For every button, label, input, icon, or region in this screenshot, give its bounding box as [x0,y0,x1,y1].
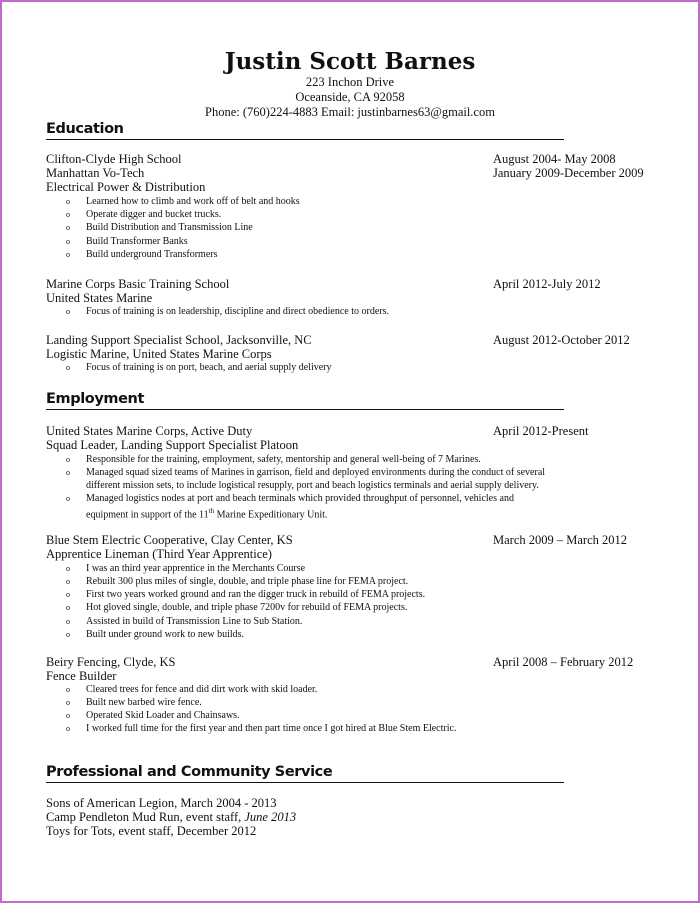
employer-name: United States Marine Corps, Active Duty [46,424,253,438]
list-item [66,466,545,479]
bullet-icon: o [66,250,70,259]
list-item-text: Build underground Transformers [86,249,218,260]
school-name: Marine Corps Basic Training School [46,277,230,291]
list-item-text: Assisted in build of Transmission Line to Sub Station. [86,616,303,627]
list-item [66,601,407,614]
bullet-icon: o [66,577,70,586]
list-item [66,195,300,208]
job-role: Fence Builder [46,669,117,683]
list-item [66,628,244,641]
service-item [46,810,296,824]
bullet-icon: o [66,724,70,733]
list-item-continuation [86,505,327,521]
school-name: Clifton-Clyde High School [46,152,182,166]
list-item [66,588,425,601]
list-item-text: Managed squad sized teams of Marines in garrison, field and deployed environments during the conduct of several [86,467,546,478]
list-item [66,361,332,374]
school-date: August 2004- May 2008 [493,152,616,166]
bullet-icon: o [66,223,70,232]
service-item: Sons of American Legion, March 2004 - 2013 [46,796,277,810]
school-date: April 2012-July 2012 [493,277,601,291]
bullet-icon: o [66,685,70,694]
job-role: Squad Leader, Landing Support Specialist Platoon [46,438,299,452]
job-date: April 2008 – February 2012 [493,655,634,669]
service-item: Toys for Tots, event staff, December 2012 [46,824,257,838]
list-item [66,683,317,696]
list-item-text: Responsible for the training, employment, safety, mentorship and general well-being of 7 Marines. [86,454,481,465]
service-heading: Professional and Community Service [46,763,564,783]
list-item [66,235,188,248]
bullet-icon: o [66,617,70,626]
bullet-icon: o [66,455,70,464]
resume-name: Justin Scott Barnes [224,48,476,75]
list-item [66,492,514,505]
employer-name: Blue Stem Electric Cooperative, Clay Center, KS [46,533,293,547]
list-item-text: Operated Skid Loader and Chainsaws. [86,710,240,721]
bullet-icon: o [66,210,70,219]
list-item-text: Managed logistics nodes at port and beach terminals which provided throughput of personnel, vehicles and [86,493,514,504]
contact-line: Phone: (760)224-4883 Email: justinbarnes63@gmail.com [205,105,495,119]
list-item [66,575,408,588]
ordinal-suffix: th [208,507,215,515]
list-item [66,562,305,575]
bullet-icon: o [66,590,70,599]
school-subtitle: Logistic Marine, United States Marine Corps [46,347,272,361]
education-heading: Education [46,120,564,140]
service-item-date: June 2013 [244,810,297,824]
list-item [66,453,481,466]
bullet-icon: o [66,698,70,707]
list-item [66,696,202,709]
list-item-text: Rebuilt 300 plus miles of single, double, and triple phase line for FEMA project. [86,576,409,587]
bullet-icon: o [66,307,70,316]
job-date: April 2012-Present [493,424,589,438]
list-item [66,208,221,221]
job-date: March 2009 – March 2012 [493,533,627,547]
bullet-icon: o [66,468,70,477]
employment-heading: Employment [46,390,564,410]
list-item [66,221,253,234]
list-item-continuation: different mission sets, to include logistical resupply, port and beach logistics terminals and aerial supply delivery. [86,480,539,491]
bullet-icon: o [66,630,70,639]
program-name: Electrical Power & Distribution [46,180,206,194]
bullet-icon: o [66,363,70,372]
list-item-text: Focus of training is on leadership, discipline and direct obedience to orders. [86,306,389,317]
list-item-text: Build Transformer Banks [86,236,188,247]
list-item [66,722,456,735]
list-item-text: I was an third year apprentice in the Merchants Course [86,563,306,574]
list-item-text: Learned how to climb and work off of belt and hooks [86,196,300,207]
bullet-icon: o [66,197,70,206]
list-item-text: Focus of training is on port, beach, and aerial supply delivery [86,362,332,373]
school-name: Manhattan Vo-Tech [46,166,145,180]
list-item-text: Marine Expeditionary Unit. [214,509,328,521]
bullet-icon: o [66,494,70,503]
list-item-text: Built new barbed wire fence. [86,697,202,708]
employer-name: Beiry Fencing, Clyde, KS [46,655,176,669]
list-item [66,709,240,722]
list-item-text: Build Distribution and Transmission Line [86,222,253,233]
bullet-icon: o [66,564,70,573]
list-item-text: Operate digger and bucket trucks. [86,209,222,220]
list-item [66,248,217,261]
list-item-text: equipment in support of the 11 [86,509,209,521]
list-item [66,615,302,628]
bullet-icon: o [66,711,70,720]
list-item-text: Hot gloved single, double, and triple phase 7200v for rebuild of FEMA projects. [86,602,408,613]
list-item-text: First two years worked ground and ran the digger truck in rebuild of FEMA projects. [86,589,426,600]
service-item-text: Camp Pendleton Mud Run, event staff, [46,810,245,824]
school-date: January 2009-December 2009 [493,166,644,180]
school-name: Landing Support Specialist School, Jacksonville, NC [46,333,312,347]
list-item [66,305,389,318]
school-date: August 2012-October 2012 [493,333,630,347]
list-item-text: Cleared trees for fence and did dirt work with skid loader. [86,684,318,695]
bullet-icon: o [66,237,70,246]
job-role: Apprentice Lineman (Third Year Apprentice) [46,547,272,561]
address-line-2: Oceanside, CA 92058 [295,90,405,104]
list-item-text: Built under ground work to new builds. [86,629,245,640]
list-item-text: I worked full time for the first year and then part time once I got hired at Blue Stem Electric. [86,723,457,734]
bullet-icon: o [66,603,70,612]
address-line-1: 223 Inchon Drive [305,75,395,89]
school-subtitle: United States Marine [46,291,153,305]
